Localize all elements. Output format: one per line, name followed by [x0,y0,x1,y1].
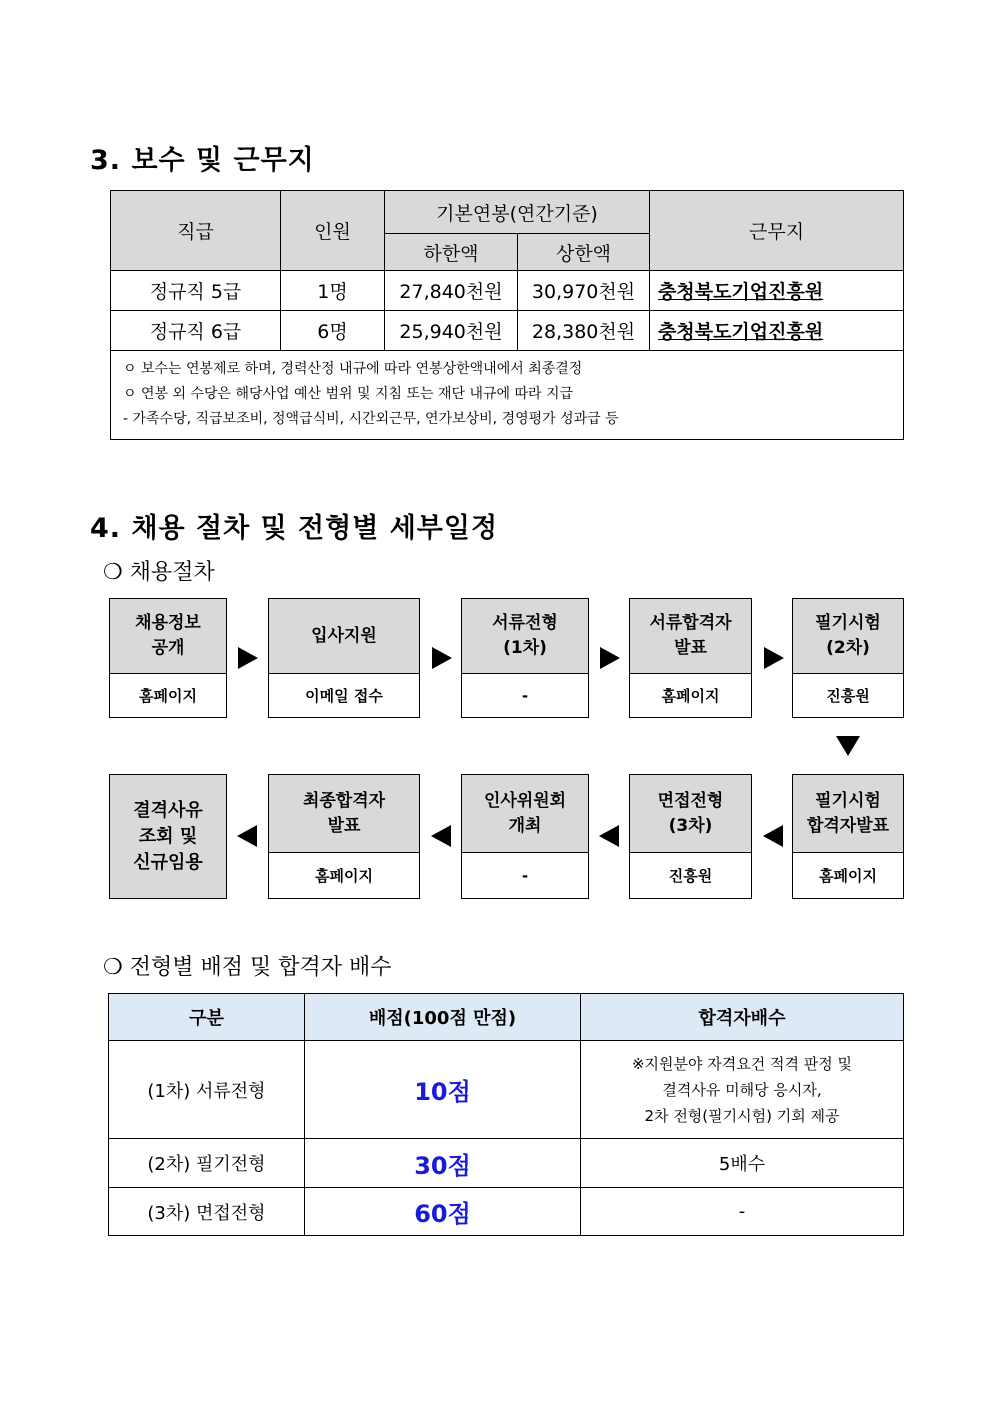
step-name: 면접전형 (3차) [630,775,751,853]
step-name: 입사지원 [269,599,419,674]
table-row [109,1041,904,1139]
cell-stage: (3차) 면접전형 [109,1188,305,1236]
cell-ratio: - [581,1188,904,1236]
section4-title: 4. 채용 절차 및 전형별 세부일정 [90,513,499,544]
arrow-right-icon [600,647,620,669]
note-line: ㅇ 연봉 외 수당은 해당사업 예산 범위 및 지침 또는 재단 내규에 따라 지급 [123,386,574,402]
step-box [792,774,904,899]
cell-grade: 정규직 5급 [111,271,281,311]
arrow-left-icon [763,825,783,847]
step-box [629,598,752,718]
table-row [109,1188,904,1236]
cell-score: 60점 [305,1188,581,1236]
step-box [109,598,227,718]
process-subtitle: ❍ 채용절차 [103,560,215,585]
cell-ratio: 5배수 [581,1139,904,1188]
cell-grade: 정규직 6급 [111,311,281,351]
cell-count: 1명 [281,271,385,311]
step-name: 서류전형 (1차) [462,599,588,674]
arrow-right-icon [432,647,452,669]
step-detail: 홈페이지 [315,867,373,885]
score-subtitle: ❍ 전형별 배점 및 합격자 배수 [103,955,392,980]
step-name: 필기시험 (2차) [793,599,903,674]
header-salary: 기본연봉(연간기준) [385,191,650,234]
header-ratio: 합격자배수 [581,994,904,1041]
header-score: 배점(100점 만점) [305,994,581,1041]
arrow-right-icon [238,647,258,669]
step-box [268,598,420,718]
step-name: 인사위원회 개최 [462,775,588,853]
arrow-left-icon [431,825,451,847]
step-name: 최종합격자 발표 [269,775,419,853]
step-name: 채용정보 공개 [110,599,226,674]
step-detail: - [521,866,529,885]
step-box [268,774,420,899]
step-name: 서류합격자 발표 [630,599,751,674]
cell-score: 10점 [305,1041,581,1139]
step-detail: 이메일 접수 [305,687,383,705]
step-box-final: 결격사유 조회 및 신규임용 [109,774,227,899]
step-detail: 홈페이지 [139,687,197,705]
table-row [109,1139,904,1188]
cell-score: 30점 [305,1139,581,1188]
step-box [629,774,752,899]
step-box [461,598,589,718]
cell-place: 충청북도기업진흥원 [650,311,904,351]
salary-notes [111,351,904,440]
step-detail: 진흥원 [668,867,713,885]
header-count: 인원 [281,191,385,271]
header-place: 근무지 [650,191,904,271]
note-line: ㅇ 보수는 연봉제로 하며, 경력산정 내규에 따라 연봉상한액내에서 최종결정 [123,361,583,377]
step-detail: - [521,686,529,705]
arrow-left-icon [237,825,257,847]
cell-max: 28,380천원 [518,311,650,351]
section3-title: 3. 보수 및 근무지 [90,145,315,176]
step-box [792,598,904,718]
step-detail: 홈페이지 [819,867,877,885]
step-box [461,774,589,899]
step-detail: 진흥원 [826,687,870,705]
step-detail: 홈페이지 [661,687,720,705]
arrow-right-icon [764,647,784,669]
cell-ratio: ※지원분야 자격요건 적격 판정 및 결격사유 미해당 응시자, 2차 전형(필기시험) 기회 제공 [581,1041,904,1139]
arrow-left-icon [599,825,619,847]
cell-stage: (2차) 필기전형 [109,1139,305,1188]
header-max: 상한액 [518,234,650,271]
cell-max: 30,970천원 [518,271,650,311]
table-row [111,271,904,311]
cell-place: 충청북도기업진흥원 [650,271,904,311]
step-name: 필기시험 합격자발표 [793,775,903,853]
note-line: - 가족수당, 직급보조비, 정액급식비, 시간외근무, 연가보상비, 경영평가 성과급 등 [123,411,619,427]
table-row [111,311,904,351]
header-stage: 구분 [109,994,305,1041]
cell-count: 6명 [281,311,385,351]
header-grade: 직급 [111,191,281,271]
salary-table [110,190,904,440]
cell-min: 25,940천원 [385,311,518,351]
header-min: 하한액 [385,234,518,271]
cell-stage: (1차) 서류전형 [109,1041,305,1139]
arrow-down-icon [836,736,860,756]
cell-min: 27,840천원 [385,271,518,311]
score-table [108,993,904,1236]
